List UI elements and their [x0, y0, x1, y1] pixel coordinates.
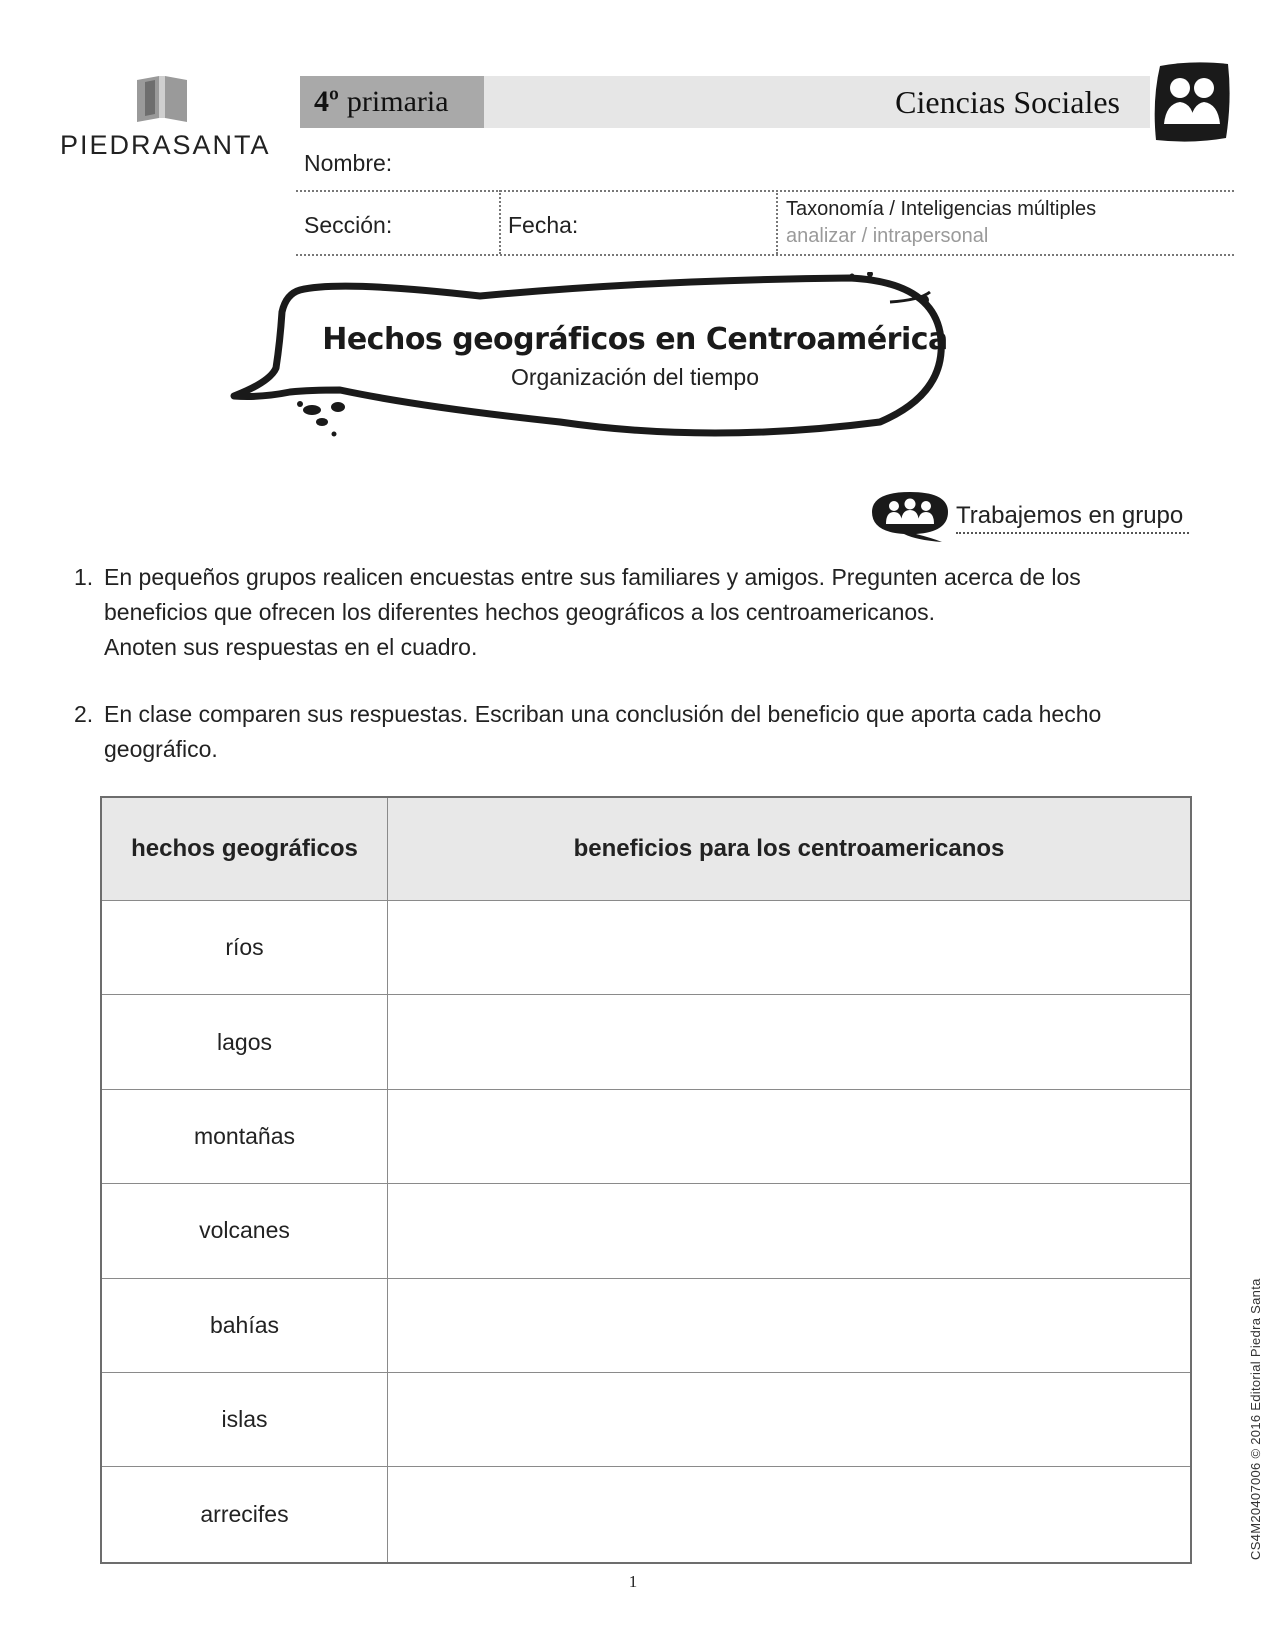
benefit-answer-cell[interactable] — [388, 995, 1192, 1089]
table-row — [101, 901, 1191, 995]
copyright-code: CS4M20407006 © 2016 Editorial Piedra Santa — [1248, 1278, 1263, 1560]
subject-title — [484, 76, 1150, 128]
table-row — [101, 1089, 1191, 1183]
instruction-number: 2. — [74, 701, 94, 727]
fact-cell: islas — [101, 1373, 388, 1467]
divider — [499, 190, 501, 254]
divider — [776, 190, 778, 254]
worksheet-subtitle: Organización del tiempo — [510, 364, 760, 390]
page-number: 1 — [628, 1572, 638, 1591]
fact-cell: montañas — [101, 1089, 388, 1183]
group-work-icon — [866, 488, 958, 542]
group-work-label: Trabajemos en grupo — [956, 502, 1189, 534]
fact-cell: lagos — [101, 995, 388, 1089]
benefit-answer-cell[interactable] — [388, 1373, 1192, 1467]
header-benefits: beneficios para los centroamericanos — [388, 797, 1192, 901]
people-group-icon — [1152, 60, 1232, 146]
instruction-line: En pequeños grupos realicen encuestas entre sus familiares y amigos. Pregunten acerca de los — [104, 564, 1081, 590]
table-row — [101, 1184, 1191, 1278]
fact-cell: volcanes — [101, 1184, 388, 1278]
table-row — [101, 1278, 1191, 1372]
header-geographic-facts: hechos geográficos — [101, 797, 388, 901]
grade-word: primaria — [346, 85, 449, 118]
benefit-answer-cell[interactable] — [388, 901, 1192, 995]
fact-cell: bahías — [101, 1278, 388, 1372]
instruction-1 — [74, 560, 1184, 665]
table-row — [101, 995, 1191, 1089]
fact-cell: ríos — [101, 901, 388, 995]
publisher-name: PIEDRASANTA — [60, 130, 271, 160]
instruction-line: Anoten sus respuestas en el cuadro. — [104, 634, 478, 660]
worksheet-title: Hechos geográficos en Centroamérica — [322, 322, 948, 357]
instruction-number: 1. — [74, 564, 94, 590]
instruction-line: geográfico. — [104, 736, 218, 762]
book-logo-icon — [135, 74, 189, 122]
benefits-table — [100, 796, 1192, 1564]
benefit-answer-cell[interactable] — [388, 1089, 1192, 1183]
table-row — [101, 1373, 1191, 1467]
name-label: Nombre: — [304, 150, 393, 176]
fact-cell: arrecifes — [101, 1467, 388, 1563]
table-header-row — [101, 797, 1191, 901]
section-label: Sección: — [304, 212, 393, 238]
instruction-line: beneficios que ofrecen los diferentes hechos geográficos a los centroamericanos. — [104, 599, 936, 625]
table-row — [101, 1467, 1191, 1563]
divider — [296, 254, 1234, 256]
grade-label — [300, 76, 484, 128]
taxonomy-title: Taxonomía / Inteligencias múltiples — [786, 198, 1097, 220]
benefit-answer-cell[interactable] — [388, 1467, 1192, 1563]
publisher-logo — [60, 74, 271, 164]
grade-number: 4º — [314, 85, 339, 118]
benefit-answer-cell[interactable] — [388, 1184, 1192, 1278]
instruction-line: En clase comparen sus respuestas. Escriban una conclusión del beneficio que aporta cada hecho — [104, 701, 1102, 727]
date-label: Fecha: — [508, 212, 579, 238]
divider — [296, 190, 1234, 192]
instruction-2 — [74, 697, 1184, 767]
taxonomy-value: analizar / intrapersonal — [786, 225, 989, 247]
subject-name: Ciencias Sociales — [895, 83, 1120, 120]
benefit-answer-cell[interactable] — [388, 1278, 1192, 1372]
